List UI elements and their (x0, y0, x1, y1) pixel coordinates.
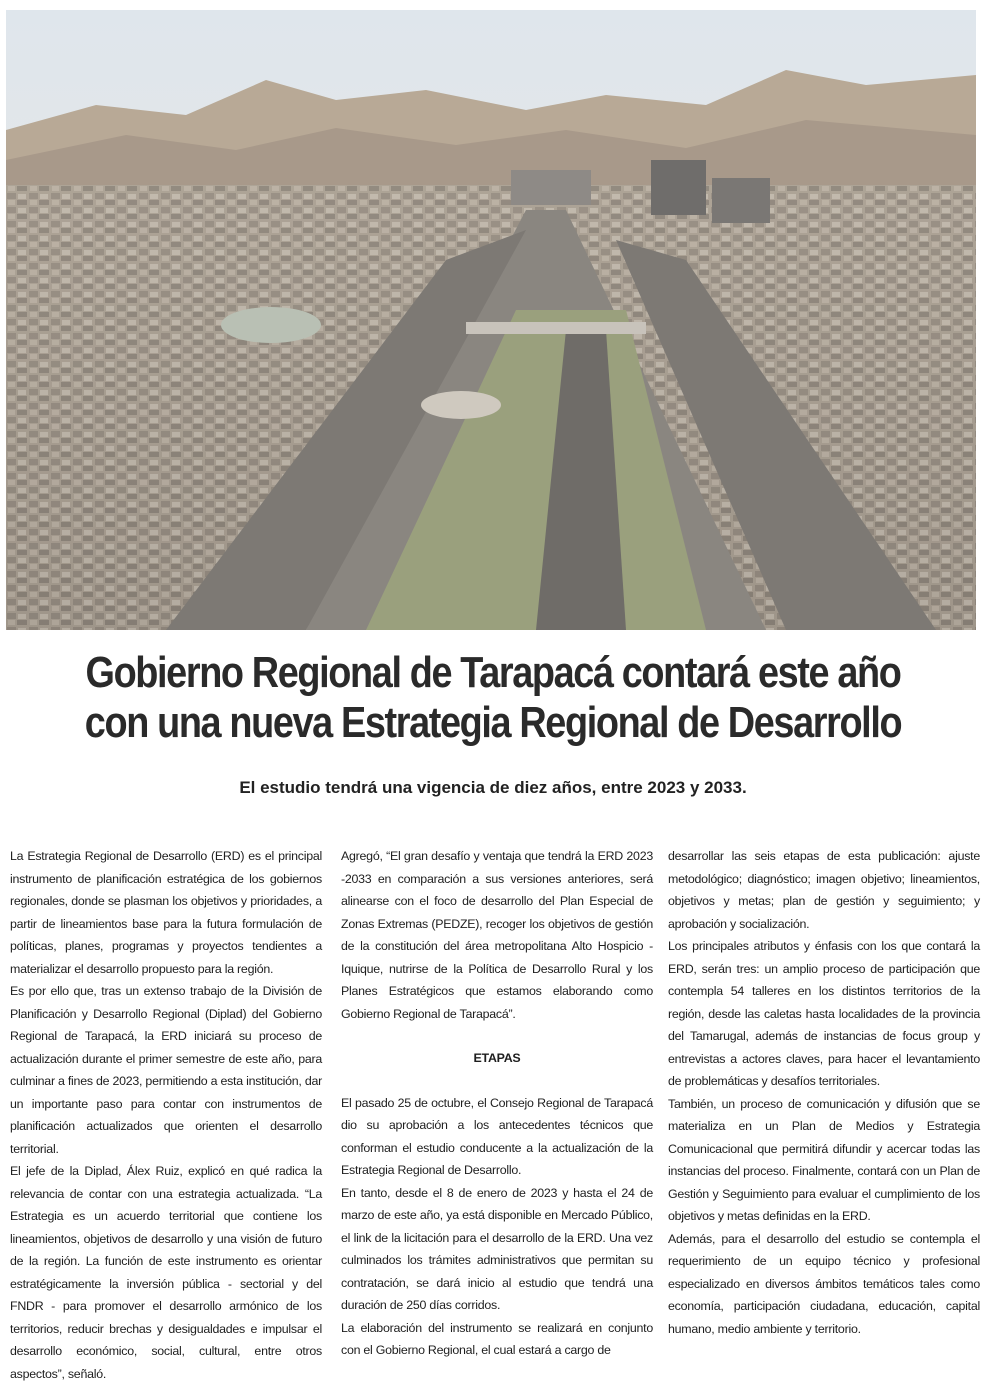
headline-line-1: Gobierno Regional de Tarapacá contará este año (85, 648, 901, 697)
column-3 (668, 845, 980, 1340)
paragraph: El pasado 25 de octubre, el Consejo Regional de Tarapacá dio su aprobación a los antecedentes técnicos que conforman el estudio conducente a la actualización de la Estrategia Regional de Desarrollo. (341, 1095, 653, 1177)
paragraph: desarrollar las seis etapas de esta publicación: ajuste metodológico; diagnóstico; imagen objetivo; lineamientos, objetivos y metas; plan de gestión y seguimiento; y aprobación y socialización. (668, 849, 980, 931)
subtitle: El estudio tendrá una vigencia de diez años, entre 2023 y 2033. (239, 778, 747, 797)
paragraph: Los principales atributos y énfasis con los que contará la ERD, serán tres: un amplio proceso de participación que contempla 54 talleres en los distintos territorios de la región, desde las caletas hasta localidades de la provincia del Tamarugal, además de instancias de focus group y entrevistas a actores claves, para hacer el levantamiento de problemáticas y desafíos territoriales. (668, 939, 980, 1088)
paragraph: También, un proceso de comunicación y difusión que se materializa en un Plan de Medios y Estrategia Comunicacional que permitirá difundir y acercar todas las instancias del proceso. Finalmente, contará con un Plan de Gestión y Seguimiento para evaluar el cumplimiento de los objetivos y metas definidas en la ERD. (668, 1096, 980, 1223)
paragraph: La elaboración del instrumento se realizará en conjunto con el Gobierno Regional, el cual estará a cargo de (341, 1320, 653, 1357)
column-2 (341, 845, 653, 1362)
headline-line-2: con una nueva Estrategia Regional de Desarrollo (84, 698, 902, 747)
paragraph: En tanto, desde el 8 de enero de 2023 y hasta el 24 de marzo de este año, ya está disponible en Mercado Público, el link de la licitación para el desarrollo de la ERD. Una vez culminados los trámites administrativos que permitan su contratación, se dará inicio al estudio que tendrá una duración de 250 días corridos. (341, 1185, 653, 1312)
aerial-city-highway-photo (6, 10, 976, 630)
column-1 (10, 845, 322, 1385)
paragraph: El jefe de la Diplad, Álex Ruiz, explicó en qué radica la relevancia de contar con una estrategia actualizada. “La Estrategia es un acuerdo territorial que contiene los lineamientos, objetivos de desarrollo y una visión de futuro de la región. La función de este instrumento es orientar estratégicamente la inversión pública - sectorial y del FNDR - para promover el desarrollo armónico de los territorios, reducir brechas y desigualdades e impulsar el desarrollo económico, social, cultural, entre otros aspectos”, señaló. (10, 1164, 322, 1381)
headline (69, 648, 917, 748)
paragraph: Es por ello que, tras un extenso trabajo de la División de Planificación y Desarrollo Regional (Diplad) del Gobierno Regional de Tarapacá, la ERD iniciará su proceso de actualización durante el primer semestre de este año, para culminar a fines de 2023, permitiendo a esta institución, dar un importante paso para contar con instrumentos de planificación actualizados que orienten el desarrollo territorial. (10, 984, 322, 1156)
section-title-etapas: ETAPAS (473, 1051, 521, 1065)
paragraph: La Estrategia Regional de Desarrollo (ERD) es el principal instrumento de planificación estratégica de los gobiernos regionales, donde se plasman los objetivos y prioridades, a partir de lineamientos base para la futura formulación de políticas, planes, programas y proyectos tendientes a materializar el desarrollo propuesto para la región. (10, 849, 322, 976)
article-body (10, 845, 980, 1381)
paragraph: Agregó, “El gran desafío y ventaja que tendrá la ERD 2023 -2033 en comparación a sus versiones anteriores, será alinearse con el foco de desarrollo del Plan Especial de Zonas Extremas (PEDZE), recoger los objetivos de gestión de la constitución del área metropolitana Alto Hospicio - Iquique, nutrirse de la Política de Desarrollo Rural y los Planes Estratégicos que estamos elaborando como Gobierno Regional de Tarapacá”. (341, 849, 653, 1021)
paragraph: Además, para el desarrollo del estudio se contempla el requerimiento de un equipo técnico y profesional especializado en diversos ámbitos temáticos tales como economía, participación ciudadana, educación, capital humano, medio ambiente y territorio. (668, 1231, 980, 1336)
